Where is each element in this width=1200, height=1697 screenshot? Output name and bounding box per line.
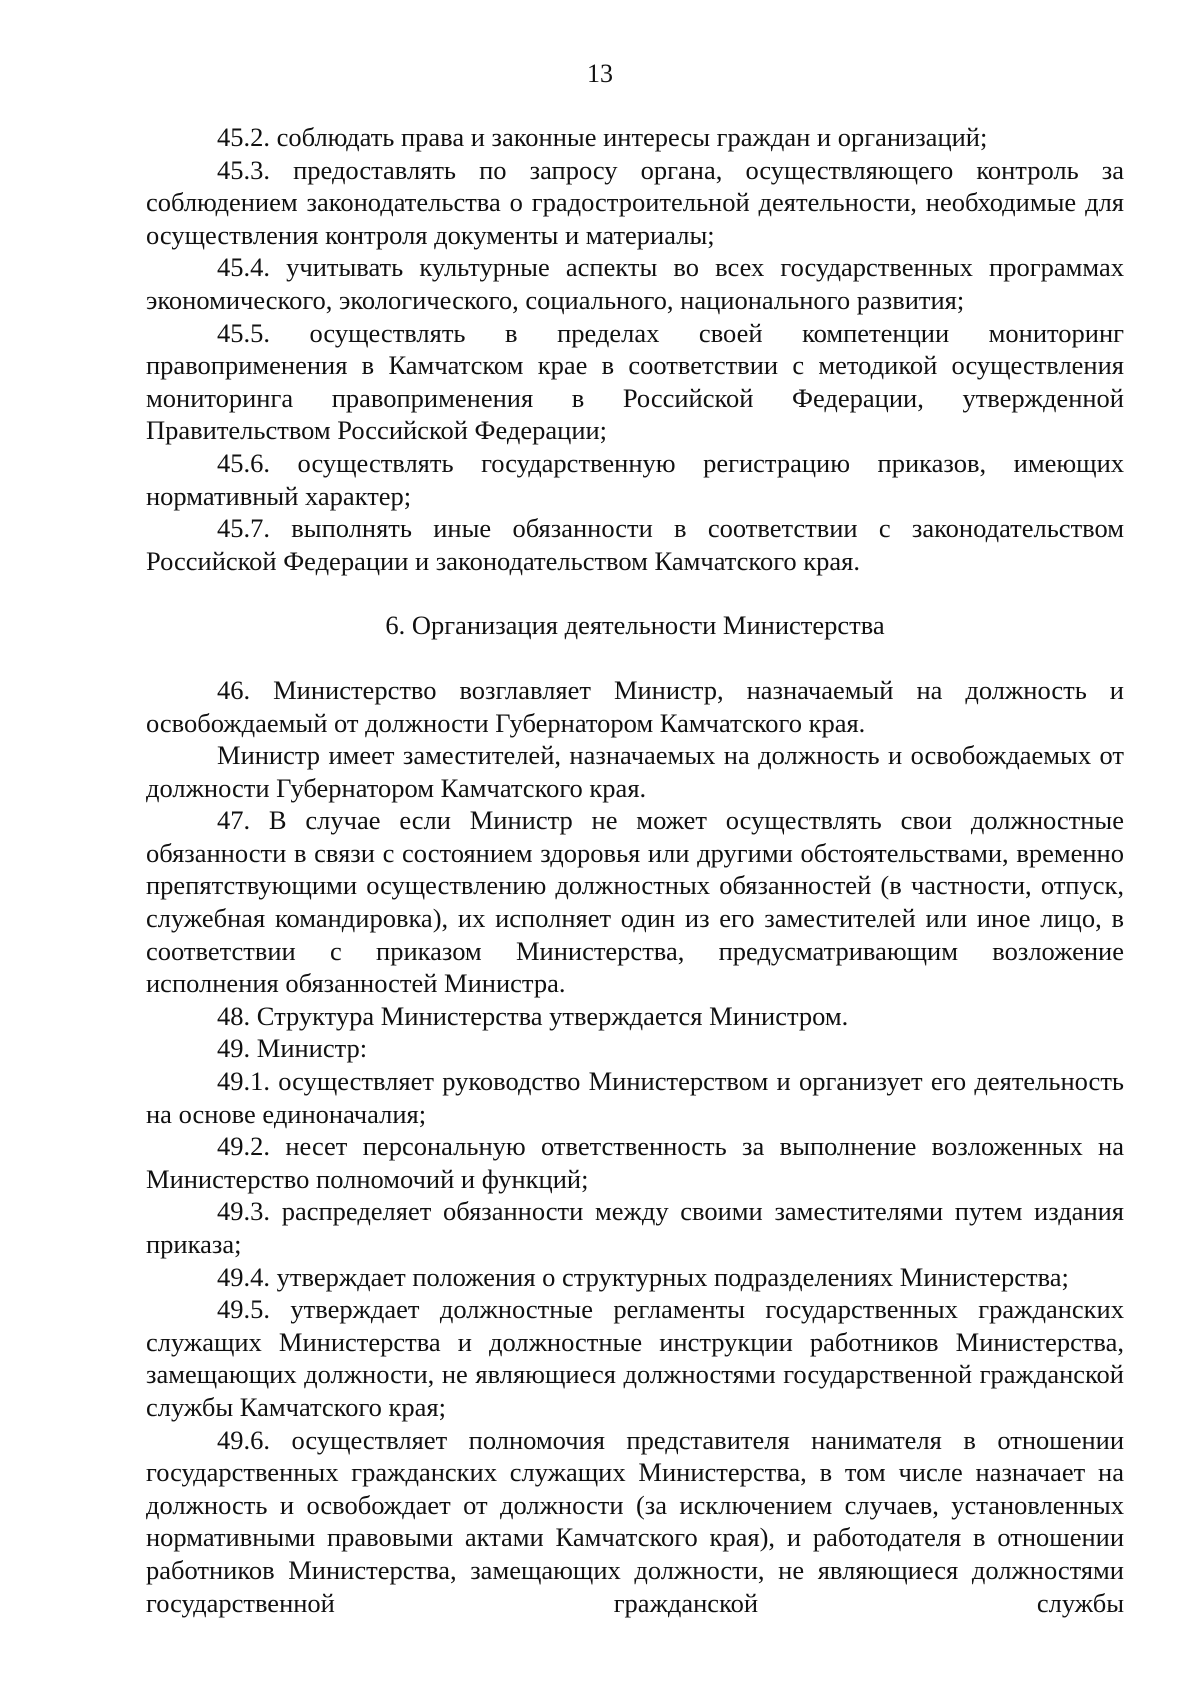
document-body — [146, 121, 1124, 1619]
paragraph-49: 49. Министр: — [217, 1033, 368, 1064]
page-number: 13 — [587, 59, 613, 88]
section-heading: 6. Организация деятельности Министерства — [385, 610, 885, 641]
paragraph-49-5: 49.5. утверждает должностные регламенты государственных гражданских служащих Министерства и должностные инструкции работников Министерства, замещающих должности, не являющиеся должностями государственной гражданской службы Камчатского края; — [146, 1294, 1124, 1422]
paragraph-45-5: 45.5. осуществлять в пределах своей компетенции мониторинг правоприменения в Камчатском крае в соответствии с методикой осуществления мониторинга правоприменения в Российской Федерации, утвержденной Правительством Российской Федерации; — [146, 317, 1124, 446]
paragraph-47: 47. В случае если Министр не может осуществлять свои должностные обязанности в связи с состоянием здоровья или другими обстоятельствами, временно препятствующими осуществлению должностных обязанностей (в частности, отпуск, служебная командировка), их исполняет один из его заместителей или иное лицо, в соответствии с приказом Министерства, предусматривающим возложение исполнения обязанностей Министра. — [146, 805, 1124, 999]
paragraph-46-deputies: Министр имеет заместителей, назначаемых на должность и освобождаемых от должности Губернатором Камчатского края. — [146, 740, 1124, 803]
paragraph-45-6: 45.6. осуществлять государственную регистрацию приказов, имеющих нормативный характер; — [146, 447, 1124, 511]
paragraph-49-6: 49.6. осуществляет полномочия представителя нанимателя в отношении государственных гражданских служащих Министерства, в том числе назначает на должность и освобождает от должности (за исключением случаев, установленных нормативными правовыми актами Камчатского края), и работодателя в отношении работников Министерства, замещающих должности, не являющиеся должностями государственной гражданской службы — [146, 1424, 1124, 1618]
paragraph-49-1: 49.1. осуществляет руководство Министерством и организует его деятельность на основе единоначалия; — [146, 1066, 1124, 1129]
paragraph-49-3: 49.3. распределяет обязанности между своими заместителями путем издания приказа; — [146, 1196, 1124, 1259]
paragraph-46: 46. Министерство возглавляет Министр, назначаемый на должность и освобождаемый от должности Губернатором Камчатского края. — [146, 674, 1124, 738]
paragraph-48: 48. Структура Министерства утверждается Министром. — [217, 1000, 849, 1031]
paragraph-49-2: 49.2. несет персональную ответственность за выполнение возложенных на Министерство полномочий и функций; — [146, 1131, 1124, 1194]
paragraph-45-4: 45.4. учитывать культурные аспекты во всех государственных программах экономического, экологического, социального, национального развития; — [146, 252, 1124, 315]
paragraph-45-2: 45.2. соблюдать права и законные интересы граждан и организаций; — [217, 122, 988, 152]
paragraph-45-7: 45.7. выполнять иные обязанности в соответствии с законодательством Российской Федерации и законодательством Камчатского края. — [146, 513, 1124, 576]
paragraph-49-4: 49.4. утверждает положения о структурных подразделениях Министерства; — [217, 1261, 1069, 1292]
paragraph-45-3: 45.3. предоставлять по запросу органа, осуществляющего контроль за соблюдением законодательства о градостроительной деятельности, необходимые для осуществления контроля документы и материалы; — [146, 154, 1124, 250]
